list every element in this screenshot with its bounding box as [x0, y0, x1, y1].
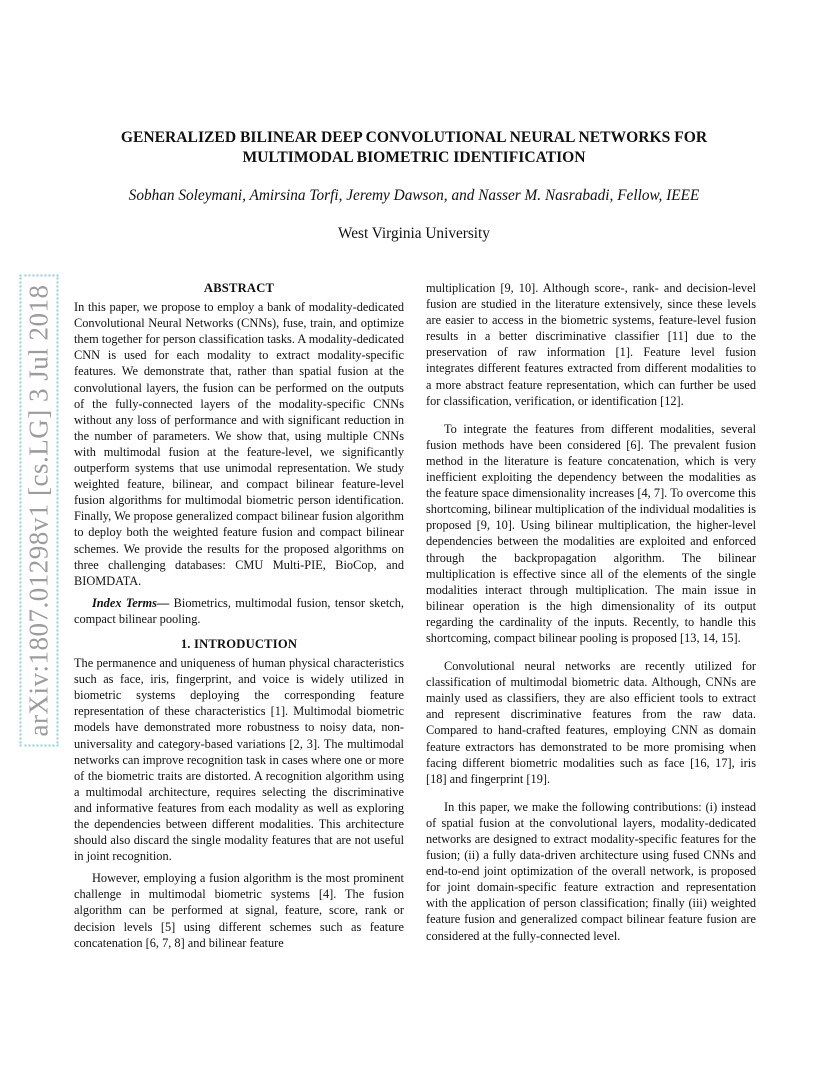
arxiv-identifier-text: arXiv:1807.01298v1 [cs.LG] 3 Jul 2018 — [20, 274, 59, 746]
introduction-heading: 1. INTRODUCTION — [180, 636, 298, 651]
title-line-1: GENERALIZED BILINEAR DEEP CONVOLUTIONAL NEURAL NETWORKS FOR — [120, 129, 708, 146]
intro-paragraph-2: However, employing a fusion algorithm is the most prominent challenge in multimodal biometric systems [4]. The fusion algorithm can be performed at signal, feature, score, rank or decision levels [5] using different schemes such as feature concatenation [6, 7, 8] and bilinear feature — [74, 871, 404, 950]
author-list: Sobhan Soleymani, Amirsina Torfi, Jeremy Dawson, and Nasser M. Nasrabadi, Fellow, IEEE — [128, 187, 700, 204]
affiliation: West Virginia University — [338, 225, 490, 242]
index-terms-label: Index Terms— — [92, 595, 170, 610]
abstract-body: In this paper, we propose to employ a bank of modality-dedicated Convolutional Neural Networks (CNNs), fuse, train, and optimize them together for person classification tasks. A modality-dedicated CNN is used for each modality to extract modality-specific features. We demonstrate that, rather than spatial fusion at the convolutional layers, the fusion can be performed on the outputs of the fully-connected layers of the modality-specific CNNs without any loss of performance and with significant reduction in the number of parameters. We show that, using multiple CNNs with multimodal fusion at the feature-level, we significantly outperform systems that use unimodal representation. We study weighted feature, bilinear, and compact bilinear feature-level fusion algorithms for multimodal biometric person identification. Finally, We propose generalized compact bilinear fusion algorithm to deploy both the weighted feature fusion and compact bilinear schemes. We provide the results for the proposed algorithms on three challenging databases: CMU Multi-PIE, BioCop, and BIOMDATA. — [74, 300, 404, 588]
title-line-2: MULTIMODAL BIOMETRIC IDENTIFICATION — [242, 149, 586, 166]
right-paragraph-4: In this paper, we make the following contributions: (i) instead of spatial fusion at the convolutional layers, modality-dedicated networks are designed to extract modality-specific features for the fusion; (ii) a fully data-driven architecture using fused CNNs and end-to-end joint optimization of the overall network, is proposed for joint domain-specific feature extraction and representation with the application of person classification; finally (iii) weighted feature fusion and generalized compact bilinear feature fusion are considered at the fully-connected level. — [426, 799, 756, 943]
right-column — [426, 280, 756, 944]
right-paragraph-3: Convolutional neural networks are recently utilized for classification of multimodal biometric data. Although, CNNs are mainly used as classifiers, they are also efficient tools to extract and represent discriminative features from the raw data. Compared to hand-crafted features, employing CNN as domain feature extractors has demonstrated to be more promising when facing different biometric modalities such as face [16, 17], iris [18] and fingerprint [19]. — [426, 659, 756, 786]
left-column — [74, 280, 404, 951]
index-terms-text: Biometrics, multimodal fusion, tensor sketch, compact bilinear pooling. — [74, 595, 404, 626]
index-terms — [74, 595, 404, 627]
right-paragraph-1: multiplication [9, 10]. Although score-, rank- and decision-level fusion are studied in the literature extensively, since these levels are easier to access in the biometric systems, feature-level fusion results in a better discriminative classifier [11] due to the preservation of raw information [1]. Feature level fusion integrates different features extracted from different modalities to a more abstract feature representation, which can further be used for classification, verification, or identification [12]. — [426, 281, 756, 408]
abstract-heading: ABSTRACT — [203, 281, 275, 295]
intro-paragraph-1: The permanence and uniqueness of human physical characteristics such as face, iris, fingerprint, and voice is widely utilized in biometric systems deploying the corresponding feature representation of these characteristics [1]. Multimodal biometric models have demonstrated more robustness to noisy data, non-universality and category-based variations [2, 3]. The multimodal networks can improve recognition task in cases where one or more of the biometric traits are distorted. A recognition algorithm using a multimodal architecture, requires selecting the discriminative and informative features from each modality as well as exploring the dependencies between different modalities. This architecture should also discard the single modality features that are not useful in joint recognition. — [74, 656, 404, 864]
paper-title — [60, 128, 768, 168]
arxiv-identifier[interactable] — [22, 280, 56, 740]
right-paragraph-2: To integrate the features from different modalities, several fusion methods have been considered [6]. The prevalent fusion method in the literature is feature concatenation, which is very inefficient exploiting the dependency between the modalities as the feature space dimensionality increases [4, 7]. To overcome this shortcoming, bilinear multiplication of the individual modalities is proposed [9, 10]. Using bilinear multiplication, the higher-level dependencies between the modalities are exploited and enforced through the backpropagation algorithm. The bilinear multiplication is effective since all of the elements of the single modalities interact through multiplication. The main issue in bilinear operation is the high dimensionality of its output regarding the cardinality of the inputs. Recently, to handle this shortcoming, compact bilinear pooling is proposed [13, 14, 15]. — [426, 421, 756, 645]
